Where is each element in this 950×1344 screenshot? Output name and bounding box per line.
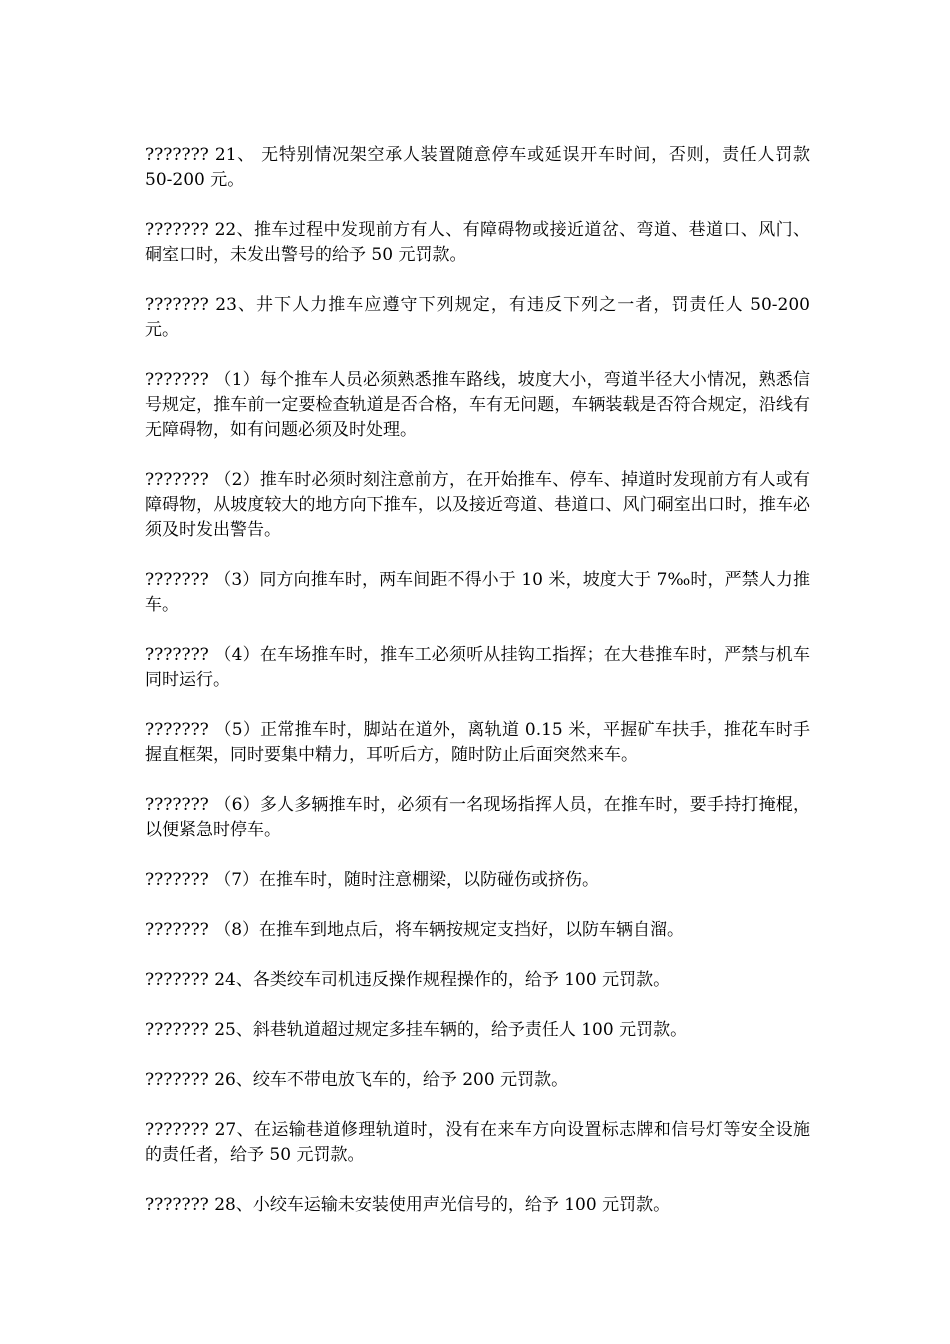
- paragraph-rule-22: ??????? 22、推车过程中发现前方有人、有障碍物或接近道岔、弯道、巷道口、风门、硐室口时，未发出警号的给予 50 元罚款。: [145, 220, 810, 265]
- paragraph-rule-26: ??????? 26、绞车不带电放飞车的，给予 200 元罚款。: [145, 1070, 569, 1090]
- paragraph-rule-23-item-6: ??????? （6）多人多辆推车时，必须有一名现场指挥人员，在推车时，要手持打掩棍，以便紧急时停车。: [145, 795, 810, 840]
- paragraph-rule-23-item-3: ??????? （3）同方向推车时，两车间距不得小于 10 米，坡度大于 7‰时，严禁人力推车。: [145, 570, 810, 615]
- document-body: [145, 143, 810, 1243]
- paragraph-rule-28: ??????? 28、小绞车运输未安装使用声光信号的，给予 100 元罚款。: [145, 1195, 671, 1215]
- paragraph-rule-23: ??????? 23、井下人力推车应遵守下列规定，有违反下列之一者，罚责任人 50-200 元。: [145, 295, 810, 340]
- paragraph-rule-23-item-2: ??????? （2）推车时必须时刻注意前方，在开始推车、停车、掉道时发现前方有人或有障碍物，从坡度较大的地方向下推车，以及接近弯道、巷道口、风门硐室出口时，推车必须及时发出警告。: [145, 470, 810, 540]
- paragraph-rule-27: ??????? 27、在运输巷道修理轨道时，没有在来车方向设置标志牌和信号灯等安全设施的责任者，给予 50 元罚款。: [145, 1120, 810, 1165]
- paragraph-rule-23-item-1: ??????? （1）每个推车人员必须熟悉推车路线，坡度大小，弯道半径大小情况，熟悉信号规定，推车前一定要检查轨道是否合格，车有无问题，车辆装载是否符合规定，沿线有无障碍物，如有问题必须及时处理。: [145, 370, 810, 440]
- paragraph-rule-23-item-7: ??????? （7）在推车时，随时注意棚梁，以防碰伤或挤伤。: [145, 870, 600, 890]
- paragraph-rule-23-item-4: ??????? （4）在车场推车时，推车工必须听从挂钩工指挥；在大巷推车时，严禁与机车同时运行。: [145, 645, 810, 690]
- paragraph-rule-23-item-5: ??????? （5）正常推车时，脚站在道外，离轨道 0.15 米，平握矿车扶手，推花车时手握直框架，同时要集中精力，耳听后方，随时防止后面突然来车。: [145, 720, 810, 765]
- paragraph-rule-21: ??????? 21、 无特别情况架空承人装置随意停车或延误开车时间，否则，责任人罚款 50-200 元。: [145, 145, 810, 190]
- paragraph-rule-24: ??????? 24、各类绞车司机违反操作规程操作的，给予 100 元罚款。: [145, 970, 671, 990]
- paragraph-rule-23-item-8: ??????? （8）在推车到地点后，将车辆按规定支挡好，以防车辆自溜。: [145, 920, 685, 940]
- paragraph-rule-25: ??????? 25、斜巷轨道超过规定多挂车辆的，给予责任人 100 元罚款。: [145, 1020, 688, 1040]
